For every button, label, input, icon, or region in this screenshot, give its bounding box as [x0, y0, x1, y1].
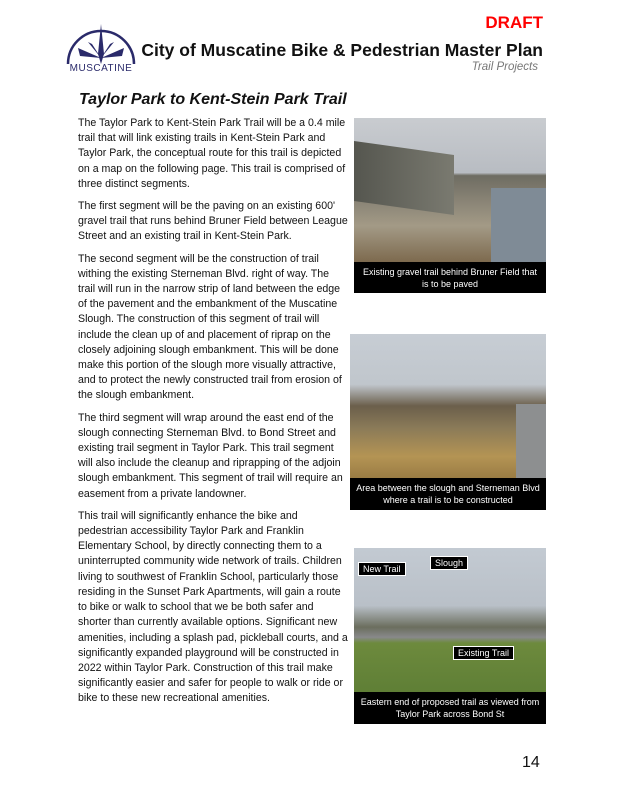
photo-label-new-trail: New Trail — [358, 562, 406, 576]
document-subtitle: Trail Projects — [471, 61, 538, 73]
paragraph-segment-1: The first segment will be the paving on an existing 600' gravel trail that runs behind Bruner Field between League Street and an existing trail in Kent-Stein Park. — [78, 200, 348, 243]
photo-caption: Existing gravel trail behind Bruner Field that is to be paved — [354, 262, 546, 293]
paragraph-segment-2: The second segment will be the construction of trail withing the existing Sterneman Blvd. right of way. The trail will run in the narrow strip of land between the edge of the pavement and the embankment of the Muscatine Slough. The construction of this segment of trail will include the clean up of and placement of riprap on the closely adjoining slough embankment. This will be done make this portion of the slough more visually attractive, and to protect the newly constructed trail from erosion of the slough embankment. — [78, 252, 342, 402]
photo-eastern-end — [354, 548, 546, 692]
page-number: 14 — [522, 754, 540, 771]
photo-gravel-trail — [354, 118, 546, 262]
photo-slough-area — [350, 334, 546, 478]
photo-label-slough: Slough — [430, 556, 468, 570]
photo-caption: Area between the slough and Sterneman Blvd where a trail is to be constructed — [350, 478, 546, 510]
paragraph-intro: The Taylor Park to Kent-Stein Park Trail will be a 0.4 mile trail that will link existing trails in Kent-Stein Park and Taylor Park, the conceptual route for this trail is depicted on a map on the following page. This trail is comprised of three distinct segments. — [78, 117, 346, 190]
road-shape — [516, 404, 546, 478]
paragraph-segment-3: The third segment will wrap around the east end of the slough connecting Sterneman Blvd. to Bond Street and existing trail segment in Taylor Park. This trail segment will also include the cleanup and riprapping of the adjoin slough embankment. This segment of trail will require an easement from a private landowner. — [78, 411, 343, 500]
paragraph-benefits: This trail will significantly enhance the bike and pedestrian accessibility Taylor Park and Franklin Elementary School, by directly connecting them to a uninterrupted community wide network of trails. Children living to southwest of Franklin School, particularly those residing in the Sunset Park Apartments, will gain a route to bike or walk to school that we be both safer and shorter than currently available options. Significant new amenities, including a splash pad, pickleball courts, and a significantly expanded playground will be constructed in 2022 within Taylor Park. Construction of this trail make significantly easier and safer for people to walk or ride or bike to these new recreational amenities. — [78, 509, 348, 705]
logo-text: MUSCATINE — [69, 63, 133, 74]
draft-label: DRAFT — [485, 13, 543, 32]
photo-label-existing-trail: Existing Trail — [453, 646, 514, 660]
body-text — [78, 116, 348, 714]
section-heading: Taylor Park to Kent-Stein Park Trail — [79, 91, 347, 108]
document-title: City of Muscatine Bike & Pedestrian Master Plan — [141, 40, 543, 60]
photo-caption: Eastern end of proposed trail as viewed from Taylor Park across Bond St — [354, 692, 546, 724]
water-shape — [491, 188, 546, 262]
fence-shape — [354, 141, 454, 215]
